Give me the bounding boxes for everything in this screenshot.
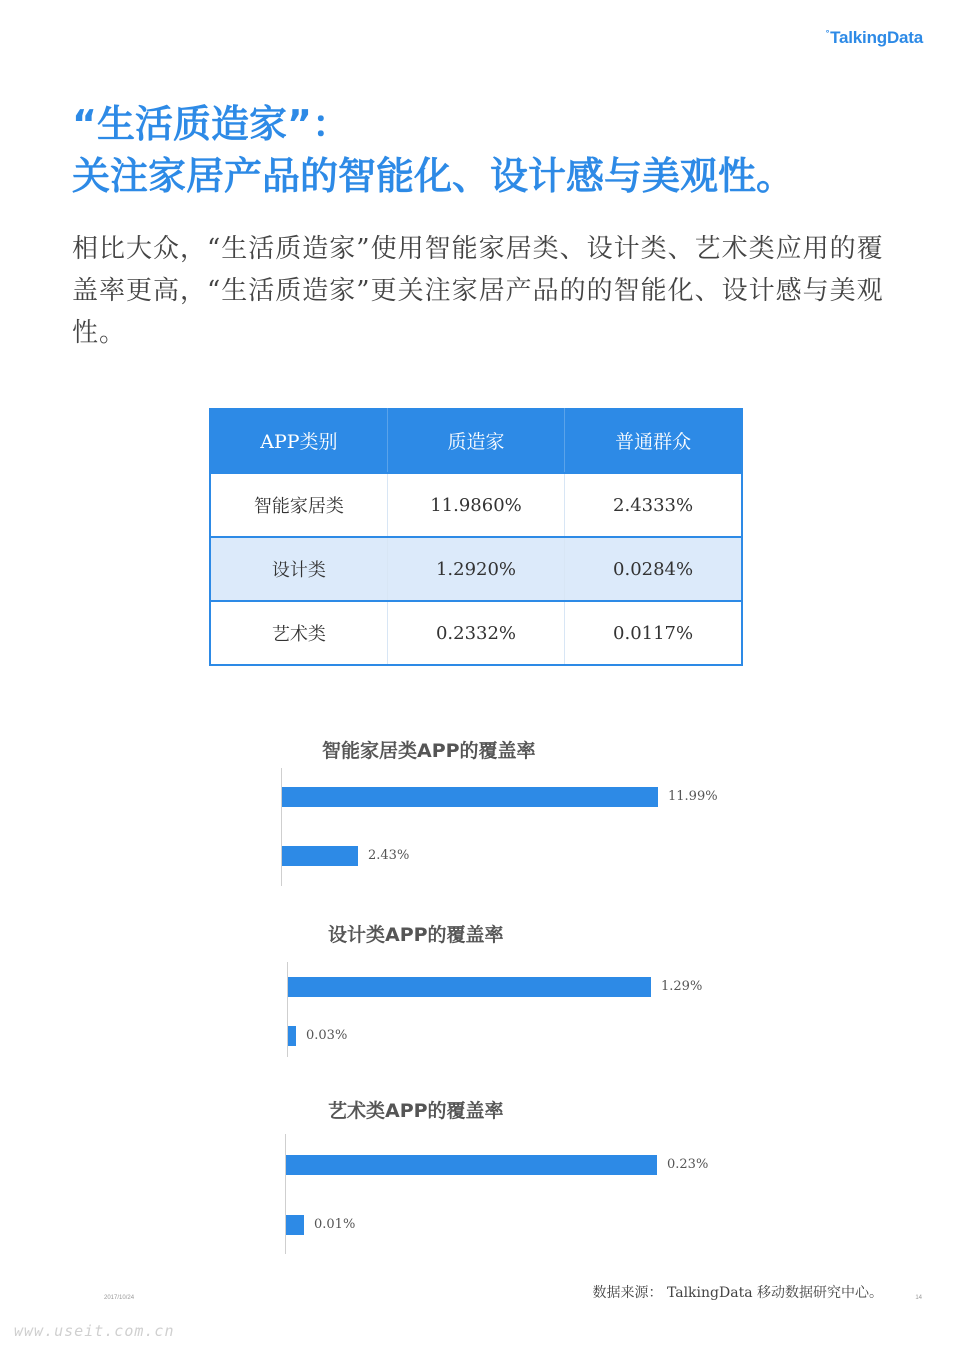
chart-title: 设计类APP的覆盖率	[328, 924, 504, 946]
bar	[282, 787, 658, 807]
table-cell: 智能家居类	[210, 473, 387, 537]
table-cell: 2.4333%	[565, 473, 742, 537]
chart-axis	[285, 1134, 286, 1254]
logo-mark: °	[825, 28, 830, 39]
chart-title: 智能家居类APP的覆盖率	[322, 740, 536, 762]
table-cell: 艺术类	[210, 601, 387, 665]
page-headline	[72, 98, 794, 202]
bar	[288, 977, 651, 997]
chart-title: 艺术类APP的覆盖率	[328, 1100, 504, 1122]
data-label: 0.01%	[314, 1217, 356, 1232]
table-cell: 0.0284%	[565, 537, 742, 601]
table-header-cell: APP类别	[210, 408, 387, 473]
table-cell: 1.2920%	[387, 537, 564, 601]
bar	[282, 846, 358, 866]
bar	[288, 1026, 296, 1046]
watermark: www.useit.com.cn	[14, 1322, 175, 1340]
data-label: 2.43%	[368, 848, 410, 863]
data-label: 0.03%	[306, 1028, 348, 1043]
data-source-note: 数据来源： TalkingData 移动数据研究中心。	[592, 1285, 883, 1301]
table-header-cell: 普通群众	[565, 408, 742, 473]
bar	[286, 1215, 304, 1235]
table-cell: 11.9860%	[387, 473, 564, 537]
coverage-table	[209, 408, 743, 666]
chart-axis	[281, 768, 282, 886]
table-row	[210, 537, 742, 601]
table-row	[210, 473, 742, 537]
data-label: 11.99%	[668, 789, 718, 804]
data-label: 0.23%	[667, 1157, 709, 1172]
footer-date: 2017/10/24	[104, 1295, 135, 1301]
headline-line-1: “生活质造家”：	[72, 102, 350, 146]
table-cell: 设计类	[210, 537, 387, 601]
table-header-cell: 质造家	[387, 408, 564, 473]
table-cell: 0.2332%	[387, 601, 564, 665]
table-cell: 0.0117%	[565, 601, 742, 665]
bar	[286, 1155, 657, 1175]
data-label: 1.29%	[661, 979, 703, 994]
table-header-row	[210, 408, 742, 473]
logo-text: TalkingData	[830, 28, 923, 47]
table-row	[210, 601, 742, 665]
talkingdata-logo	[826, 28, 923, 48]
intro-paragraph: 相比大众，“生活质造家”使用智能家居类、设计类、艺术类应用的覆盖率更高，“生活质造家”更关注家居产品的的智能化、设计感与美观性。	[72, 234, 884, 348]
page-number: 14	[915, 1295, 922, 1301]
headline-line-2: 关注家居产品的智能化、设计感与美观性。	[72, 154, 795, 198]
